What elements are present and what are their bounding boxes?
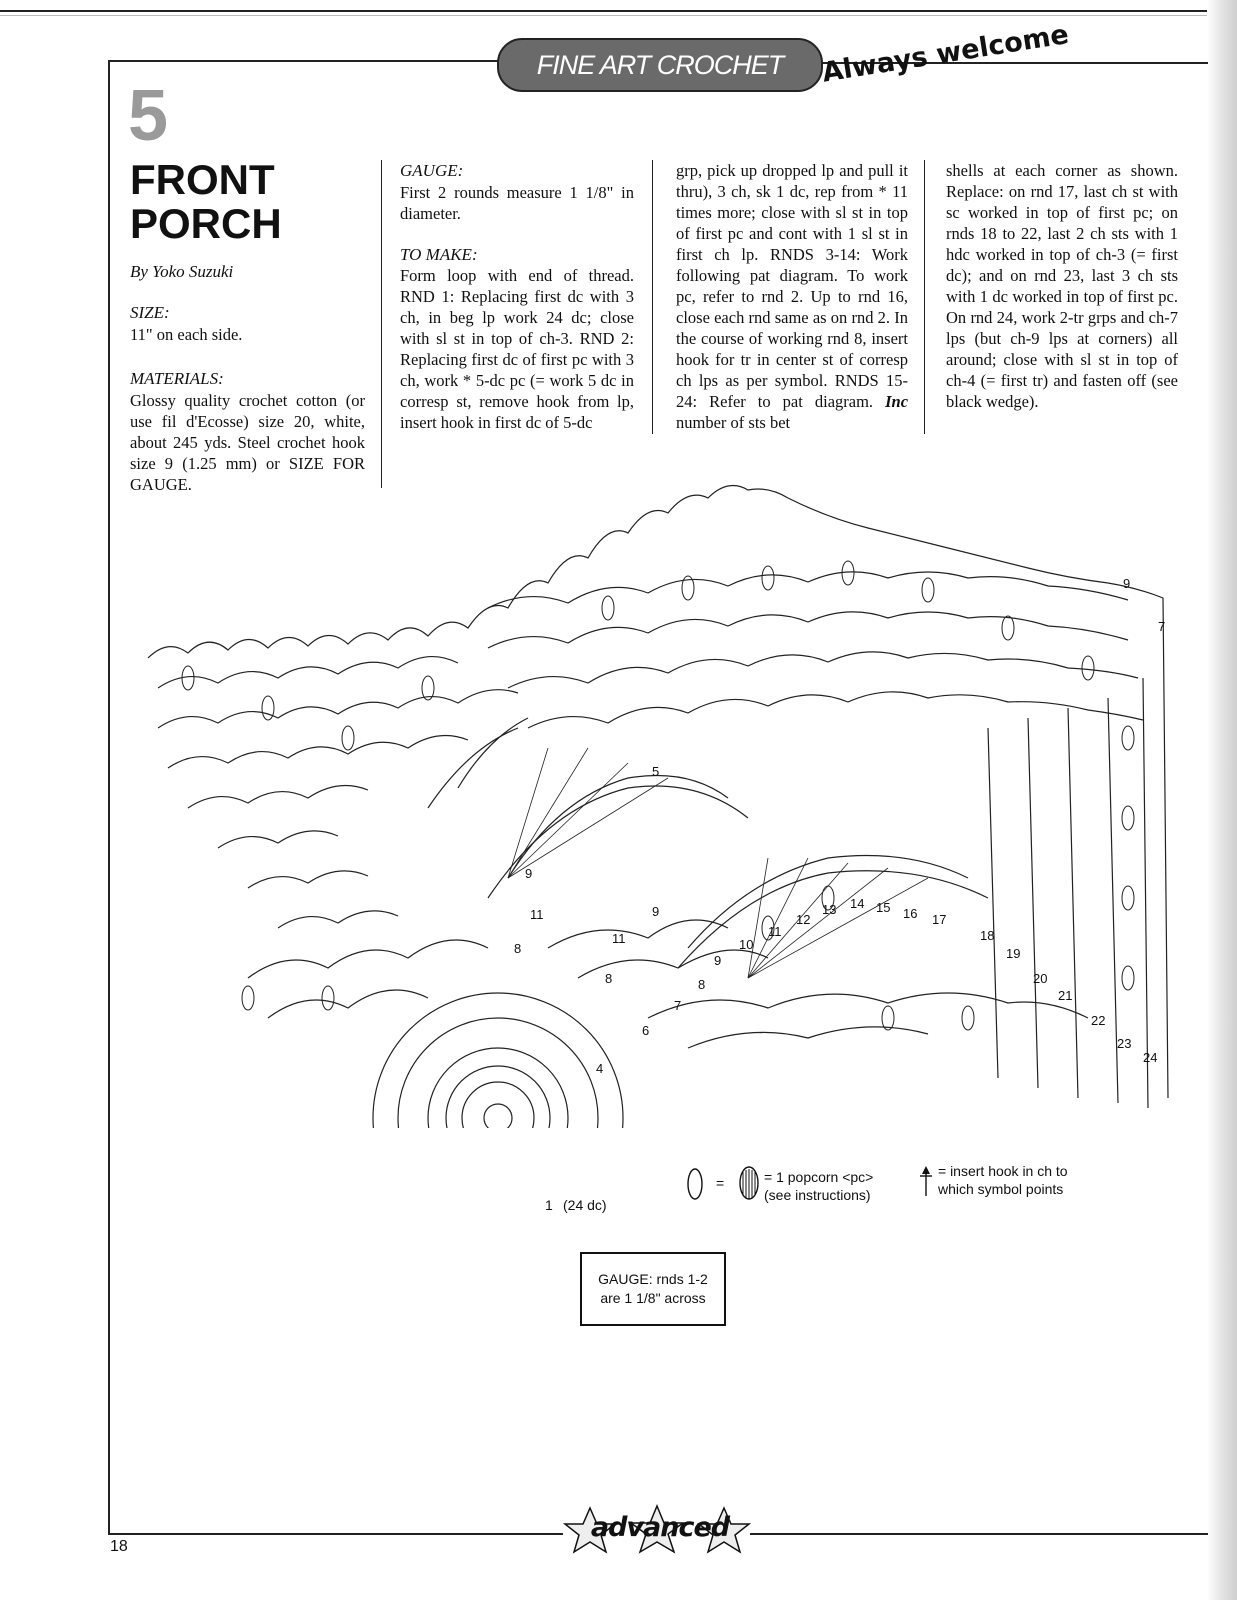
- legend-popcorn: [764, 1168, 873, 1204]
- round1-note: (24 dc): [563, 1197, 607, 1213]
- round-label: 21: [1058, 988, 1073, 1003]
- to-make-text-3: shells at each corner as shown. Replace: on rnd 17, last ch st with sc worked in top of first pc; on rnds 18 to 22, last 2 ch sts with 1 hdc worked in top of ch-3 (= first dc); and on rnd 23, last 3 ch sts with 1 dc worked in top of first pc. On rnd 24, work 2-tr grps and ch-7 lps (but ch-9 lps at corners) all around; close with sl st in top of ch-4 (= first tr) and fasten off (see black wedge).: [946, 161, 1178, 411]
- round-label: 20: [1033, 971, 1048, 986]
- round-label: 11: [768, 924, 782, 939]
- byline: By Yoko Suzuki: [130, 262, 234, 281]
- round-label: 10: [739, 937, 754, 952]
- round-label: 15: [876, 900, 891, 915]
- round-label: 7: [1158, 619, 1166, 634]
- round-label: 14: [850, 896, 865, 911]
- frame-bottom-rule-right: [750, 1533, 1208, 1535]
- size-text: 11" on each side.: [130, 325, 243, 344]
- legend-popcorn-line2: (see instructions): [764, 1187, 871, 1203]
- gauge-box-line2: are 1 1/8" across: [600, 1290, 706, 1306]
- round-label: 9: [652, 904, 660, 919]
- column-divider: [381, 160, 382, 488]
- round-label: 24: [1143, 1050, 1158, 1065]
- frame-bottom-rule-left: [108, 1533, 563, 1535]
- pattern-number: 5: [128, 76, 169, 156]
- inc-emphasis: Inc: [885, 392, 909, 411]
- legend-hook-line1: = insert hook in ch to: [938, 1163, 1068, 1179]
- top-rule: [0, 10, 1210, 12]
- round-label: 17: [932, 912, 947, 927]
- legend-equals: =: [716, 1175, 725, 1191]
- materials-text: Glossy quality crochet cotton (or use fil d'Ecosse) size 20, white, about 245 yds. Steel crochet hook size 9 (1.25 mm) or SIZE FOR GAUGE.: [130, 391, 365, 494]
- to-make-label: TO MAKE:: [400, 245, 478, 264]
- section-banner: [497, 38, 823, 92]
- round-label: 6: [642, 1023, 650, 1038]
- to-make-text-2: [676, 160, 908, 433]
- tagline: Always welcome: [820, 19, 1071, 89]
- gauge-label: GAUGE:: [400, 161, 464, 180]
- pattern-title-line2: PORCH: [130, 200, 282, 247]
- round-label: 13: [822, 902, 837, 917]
- round-label: 4: [596, 1061, 604, 1076]
- gauge-box: [580, 1252, 726, 1326]
- to-make-text-1: Form loop with end of thread. RND 1: Replacing first dc with 3 ch, in beg lp work 24 dc; close with sl st in top of ch-3. RND 2: Replacing first dc of first pc with 3 ch, work * 5-dc pc (= work 5 dc in corresp st, remove hook from lp, insert hook in first dc of 5-dc: [400, 266, 634, 432]
- skill-level-text: advanced: [590, 1512, 730, 1543]
- crochet-pattern-diagram: [128, 478, 1188, 1128]
- gauge-box-line1: GAUGE: rnds 1-2: [598, 1271, 708, 1287]
- column-divider: [652, 160, 653, 434]
- legend-hook: [938, 1162, 1068, 1198]
- frame-left-rule: [108, 60, 110, 1535]
- legend-popcorn-line1: = 1 popcorn <pc>: [764, 1169, 874, 1185]
- round-label: 9: [525, 866, 533, 881]
- diagram-outer-edge: [148, 486, 1168, 1099]
- top-rule-shadow: [0, 15, 1210, 16]
- round1-label: 1: [545, 1197, 553, 1213]
- size-label: SIZE:: [130, 303, 170, 322]
- round-label: 11: [530, 907, 544, 922]
- to-make-text-2b: number of sts bet: [676, 413, 791, 432]
- round-label: 12: [796, 912, 811, 927]
- page-number: 18: [110, 1538, 128, 1555]
- popcorn-outline-icon: [680, 1166, 710, 1202]
- round-label: 5: [652, 764, 660, 779]
- pattern-title-line1: FRONT: [130, 156, 275, 203]
- section-banner-text: FINE ART CROCHET: [536, 49, 784, 80]
- materials-label: MATERIALS:: [130, 369, 224, 388]
- page-gutter-shadow: [1207, 0, 1237, 1600]
- pattern-title: [130, 158, 282, 246]
- round-label: 8: [698, 977, 706, 992]
- round-label: 9: [714, 953, 722, 968]
- round-label: 9: [1123, 576, 1131, 591]
- round-label: 19: [1006, 946, 1021, 961]
- popcorn-stitch-icon: [735, 1164, 763, 1202]
- round-label: 8: [605, 971, 613, 986]
- round-label: 23: [1117, 1036, 1132, 1051]
- to-make-text-2a: grp, pick up dropped lp and pull it thru), 3 ch, sk 1 dc, rep from * 11 times more; close with sl st in top of first pc and cont with 1 sl st in first ch lp. RNDS 3-14: Work following pat diagram. To work pc, refer to rnd 2. Up to rnd 16, close each rnd same as on rnd 2. In the course of working rnd 8, insert hook for tr in center st of corresp ch lps as per symbol. RNDS 15-24: Refer to pat diagram.: [676, 161, 908, 411]
- insert-hook-icon: [916, 1164, 936, 1198]
- frame-top-rule-left: [108, 60, 501, 62]
- column-divider: [924, 160, 925, 434]
- round-label: 22: [1091, 1013, 1106, 1028]
- round-label: 8: [514, 941, 522, 956]
- round-label: 16: [903, 906, 918, 921]
- round-label: 11: [612, 931, 626, 946]
- legend-hook-line2: which symbol points: [938, 1181, 1064, 1197]
- round-label: 7: [674, 998, 682, 1013]
- gauge-text: First 2 rounds measure 1 1/8" in diameter.: [400, 183, 634, 223]
- round-label: 18: [980, 928, 995, 943]
